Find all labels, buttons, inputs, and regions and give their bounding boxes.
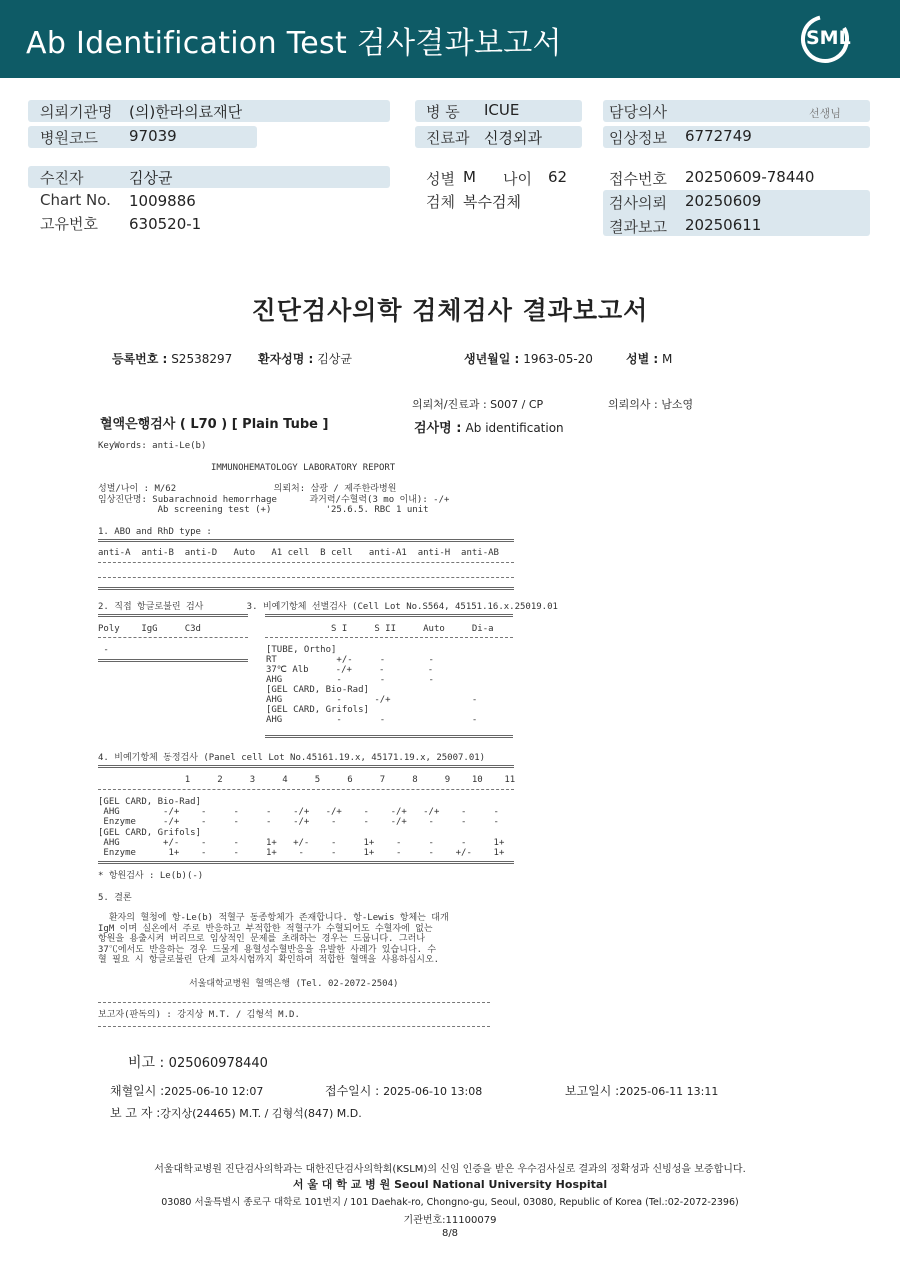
exam-name-value: Ab identification bbox=[465, 421, 564, 435]
info-block: 성별/나이 : M/62 의뢰처: 삼광 / 제주한라병원 임상진단명: Subarachnoid hemorrhage 과거력/수혈력(3 mo 이내): -/+ Ab screening test (+) '25.6.5. RBC 1 unit bbox=[98, 484, 450, 515]
request-label: 검사의뢰 bbox=[609, 194, 667, 212]
unique-label: 고유번호 bbox=[40, 215, 98, 233]
divider bbox=[265, 614, 513, 617]
reported-value: 2025-06-11 13:11 bbox=[619, 1085, 719, 1098]
lab-title: IMMUNOHEMATOLOGY LABORATORY REPORT bbox=[211, 463, 396, 473]
sec4-body: [GEL CARD, Bio-Rad] AHG -/+ - - - -/+ -/+ - -/+ -/+ - - Enzyme -/+ - - - -/+ - - -/+ - - - [GEL CARD, Grifols] AHG +/- - - 1+ +/- - 1+ - - - 1+ Enzyme 1+ - - 1+ - - 1+ - - +/- 1+ bbox=[98, 797, 505, 859]
exam-section: 혈액은행검사 ( L70 ) [ Plain Tube ] bbox=[100, 417, 329, 432]
sex-label: 성별 bbox=[426, 170, 455, 188]
hospital-code-value: 97039 bbox=[129, 127, 177, 145]
org-code: 기관번호:11100079 bbox=[403, 1215, 497, 1226]
reporter-line: 보고자(판독의) : 강지상 M.T. / 김형석 M.D. bbox=[98, 1010, 300, 1020]
patient-label: 수진자 bbox=[40, 169, 84, 187]
name-value: 김상균 bbox=[317, 352, 352, 366]
age-value: 62 bbox=[548, 168, 568, 186]
collect-value: 2025-06-10 12:07 bbox=[164, 1085, 264, 1098]
doctor-value: 선생님 bbox=[809, 107, 841, 120]
report-label: 결과보고 bbox=[609, 218, 667, 236]
note-label: 비고 : bbox=[128, 1055, 165, 1071]
hospital-address: 03080 서울특별시 종로구 대학로 101번지 / 101 Daehak-ro, Chongno-gu, Seoul, 03080, Republic of Korea (Tel.:02-2072-2396) bbox=[161, 1197, 739, 1208]
chart-label: Chart No. bbox=[40, 191, 111, 209]
divider bbox=[98, 1026, 490, 1027]
specimen-label: 검체 bbox=[426, 193, 455, 211]
sec23-body: - [TUBE, Ortho] RT +/- - - 37℃ Alb -/+ - - AHG - - - [GEL CARD, Bio-Rad] AHG - -/+ - [GEL CARD, Grifols] AHG - - - bbox=[103, 645, 478, 725]
collect-label: 채혈일시 : bbox=[110, 1084, 165, 1098]
conclusion-title: 5. 결론 bbox=[98, 893, 132, 903]
hospital-code-label: 병원코드 bbox=[40, 129, 98, 147]
accreditation-note: 서울대학교병원 진단검사의학과는 대한진단검사의학회(KSLM)의 신임 인증을 받은 우수검사실로 결과의 정확성과 신빙성을 보증합니다. bbox=[154, 1164, 746, 1175]
report-value: 20250611 bbox=[685, 216, 762, 234]
bloodbank-line: 서울대학교병원 혈액은행 (Tel. 02-2072-2504) bbox=[189, 979, 399, 989]
hospital-name: 서 울 대 학 교 병 원 Seoul National University Hospital bbox=[292, 1178, 608, 1191]
divider bbox=[98, 861, 514, 864]
dept-value: 신경외과 bbox=[484, 129, 542, 147]
divider bbox=[98, 637, 248, 638]
report-sex-label: 성별 : bbox=[626, 352, 659, 366]
reported-label: 보고일시 : bbox=[565, 1084, 620, 1098]
note-value: 025060978440 bbox=[168, 1056, 268, 1071]
divider bbox=[98, 587, 514, 590]
page-number: 8/8 bbox=[441, 1228, 459, 1239]
abo-title: 1. ABO and RhD type : bbox=[98, 527, 212, 537]
divider bbox=[265, 637, 513, 638]
divider bbox=[98, 789, 514, 790]
receive-label: 접수일시 : bbox=[325, 1084, 380, 1098]
chart-value: 1009886 bbox=[129, 192, 196, 210]
age-label: 나이 bbox=[503, 170, 532, 188]
header-bar bbox=[0, 0, 900, 78]
divider bbox=[98, 562, 514, 563]
ward-value: ICUE bbox=[484, 101, 520, 119]
receipt-value: 20250609-78440 bbox=[685, 168, 815, 186]
antigen-test: * 항원검사 : Le(b)(-) bbox=[98, 871, 204, 881]
divider bbox=[265, 735, 513, 738]
report-title: 진단검사의학 검체검사 결과보고서 bbox=[251, 296, 649, 325]
clinical-label: 임상정보 bbox=[609, 129, 667, 147]
reg-value: S2538297 bbox=[171, 352, 233, 366]
reg-label: 등록번호 : bbox=[112, 352, 168, 366]
name-label: 환자성명 : bbox=[258, 352, 314, 366]
keywords: KeyWords: anti-Le(b) bbox=[98, 441, 207, 451]
divider bbox=[98, 1002, 490, 1003]
specimen-value: 복수검체 bbox=[463, 193, 521, 211]
divider bbox=[98, 577, 514, 578]
sec4-header: 1 2 3 4 5 6 7 8 9 10 11 bbox=[98, 775, 516, 785]
report-sex-value: M bbox=[662, 352, 673, 366]
header-title: Ab Identification Test 검사결과보고서 bbox=[26, 26, 562, 61]
sec23-title: 2. 직접 항글로불린 검사 3. 비예기항체 선별검사 (Cell Lot No.S564, 45151.16.x.25019.01 bbox=[98, 602, 558, 612]
receive-value: 2025-06-10 13:08 bbox=[383, 1085, 483, 1098]
abo-header: anti-A anti-B anti-D Auto A1 cell B cell anti-A1 anti-H anti-AB bbox=[98, 548, 499, 558]
receipt-label: 접수번호 bbox=[609, 170, 667, 188]
divider bbox=[98, 614, 248, 617]
institution-value: (의)한라의료재단 bbox=[129, 103, 243, 121]
divider bbox=[98, 659, 248, 662]
divider bbox=[98, 539, 514, 542]
referral-line: 의뢰처/진료과 : S007 / CP bbox=[412, 398, 544, 411]
logo-text: SML bbox=[806, 27, 851, 49]
clinical-value: 6772749 bbox=[685, 127, 752, 145]
doctor-label: 담당의사 bbox=[609, 103, 667, 121]
patient-value: 김상균 bbox=[129, 169, 173, 187]
sec23-header: Poly IgG C3d S I S II Auto Di-a bbox=[98, 624, 494, 634]
conclusion-body: 환자의 혈청에 항-Le(b) 적혈구 동종항체가 존재합니다. 항-Lewis 항체는 대개 IgM 이며 실온에서 주로 반응하고 부적합한 적혈구가 수혈되어도 수혈자에 없는 항원을 용출시켜 버리므로 임상적인 문제를 초래하는 경우는 드뭅니다. 그러나 37℃에서도 반응하는 경우 드물게 용혈성수혈반응을 유발한 사례가 있습니다. 수 혈 필요 시 항글로불린 단계 교차시험까지 확인하여 적합한 혈액을 사용하십시오. bbox=[98, 913, 449, 965]
ward-label: 병 동 bbox=[426, 103, 460, 121]
divider bbox=[98, 765, 514, 768]
reporter-label: 보 고 자 : bbox=[110, 1106, 161, 1120]
unique-value: 630520-1 bbox=[129, 215, 202, 233]
request-value: 20250609 bbox=[685, 192, 762, 210]
sec4-title: 4. 비예기항체 동정검사 (Panel cell Lot No.45161.19.x, 45171.19.x, 25007.01) bbox=[98, 753, 486, 763]
exam-name-label: 검사명 : bbox=[414, 421, 462, 436]
reporter-value: 강지상(24465) M.T. / 김형석(847) M.D. bbox=[160, 1107, 362, 1120]
referral-doctor: 의뢰의사 : 남소영 bbox=[608, 398, 694, 411]
institution-label: 의뢰기관명 bbox=[40, 103, 113, 121]
dept-label: 진료과 bbox=[426, 129, 470, 147]
sex-value: M bbox=[463, 168, 476, 186]
dob-value: 1963-05-20 bbox=[523, 352, 593, 366]
dob-label: 생년월일 : bbox=[464, 352, 520, 366]
